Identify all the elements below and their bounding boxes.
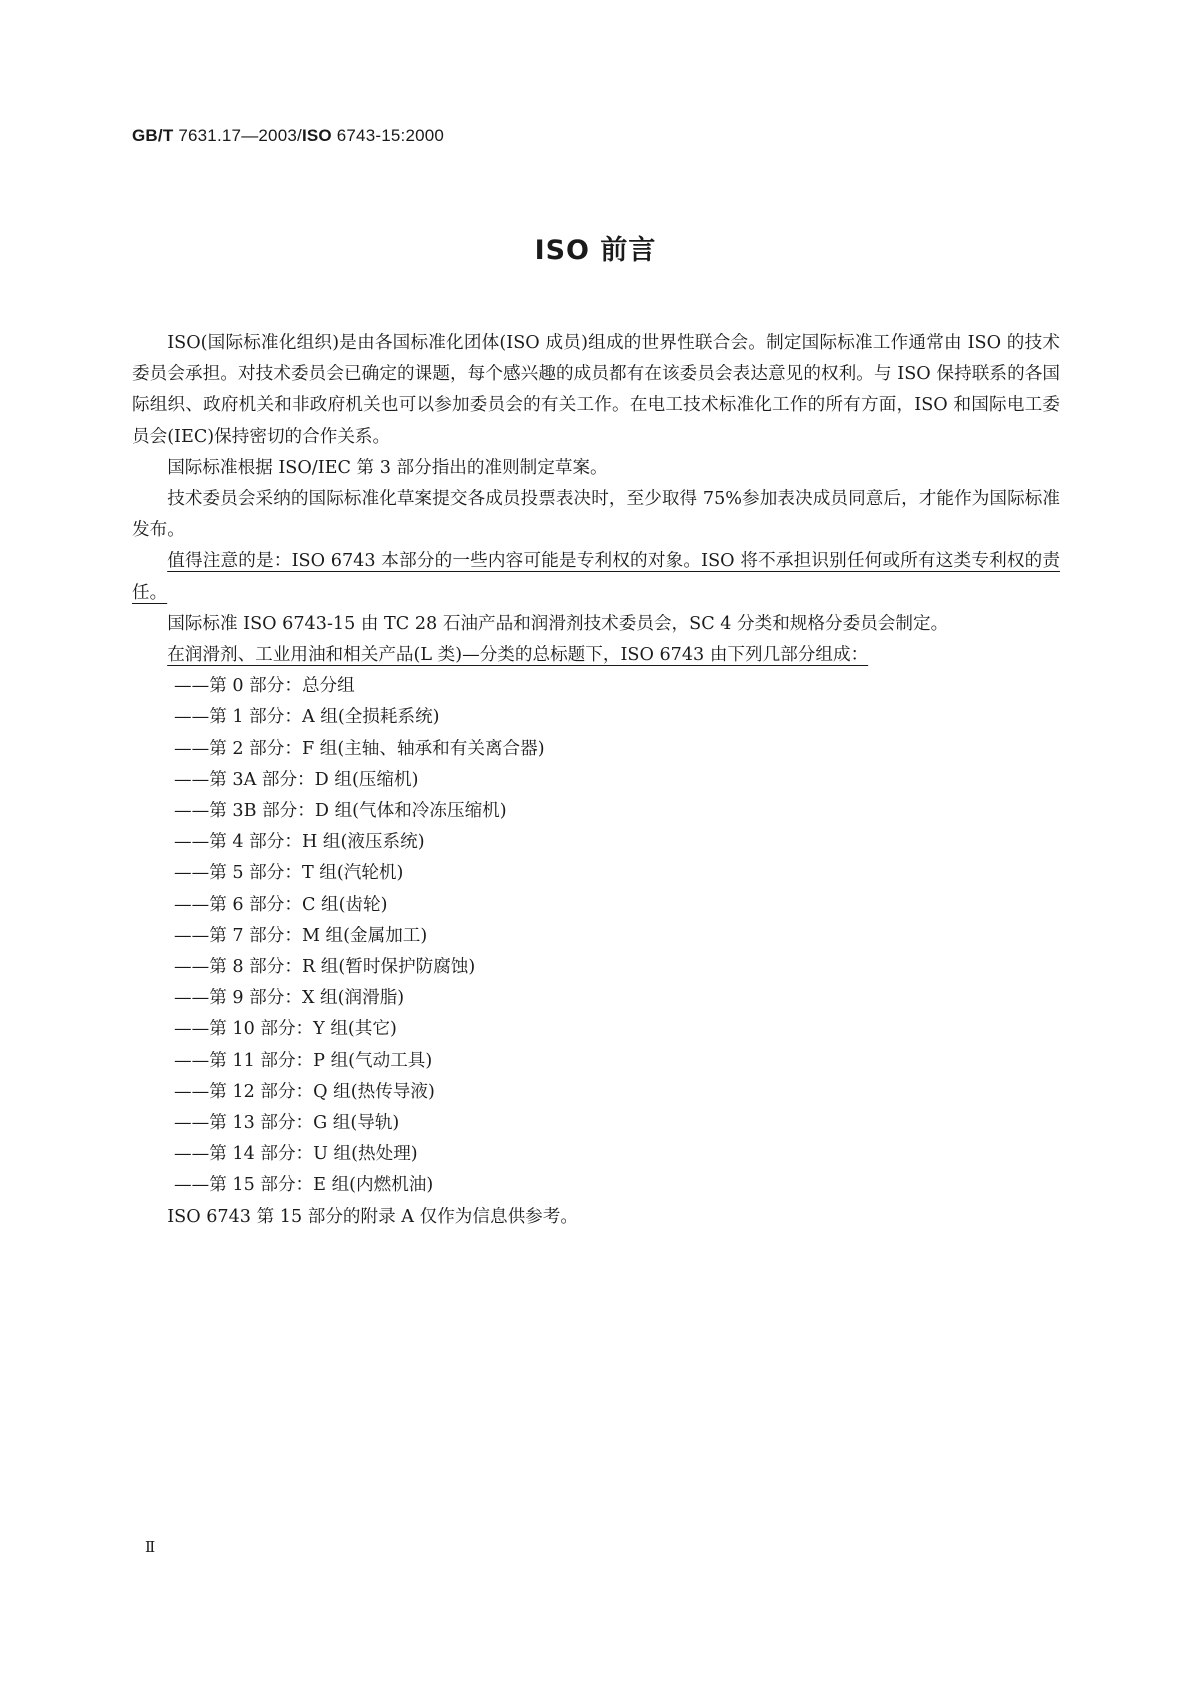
parts-intro-text: 在润滑剂、工业用油和相关产品(L 类)—分类的总标题下，ISO 6743 由下列几部分组成： [167,645,869,666]
list-item: ——第 14 部分：U 组(热处理) [174,1144,418,1165]
list-item: ——第 10 部分：Y 组(其它) [174,1019,397,1040]
standard-prefix: GB/T [132,126,174,145]
list-item: ——第 12 部分：Q 组(热传导液) [174,1081,435,1102]
list-item: ——第 3A 部分：D 组(压缩机) [174,769,419,790]
list-item: ——第 13 部分：G 组(导轨) [174,1113,400,1134]
page-title: ISO 前言 [534,235,657,266]
patent-notice-text: 值得注意的是：ISO 6743 本部分的一些内容可能是专利权的对象。ISO 将不承担识别任何或所有这类专利权的责任。 [132,551,1060,603]
parts-list [132,671,1060,1201]
list-item: ——第 3B 部分：D 组(气体和冷冻压缩机) [174,801,507,822]
list-item: ——第 9 部分：X 组(润滑脂) [174,988,405,1009]
list-item: ——第 7 部分：M 组(金属加工) [174,925,428,946]
paragraph-committee: 国际标准 ISO 6743-15 由 TC 28 石油产品和润滑剂技术委员会，SC 4 分类和规格分委员会制定。 [167,613,949,634]
iso-number: 6743-15:2000 [331,126,445,145]
standard-code [132,126,444,146]
list-item: ——第 2 部分：F 组(主轴、轴承和有关离合器) [174,738,545,759]
list-item: ——第 15 部分：E 组(内燃机油) [174,1175,434,1196]
standard-number: 7631.17—2003/ [173,126,302,145]
page-number: Ⅱ [145,1538,156,1556]
list-item: ——第 0 部分：总分组 [174,676,355,697]
list-item: ——第 6 部分：C 组(齿轮) [174,894,388,915]
paragraph-voting: 技术委员会采纳的国际标准化草案提交各成员投票表决时，至少取得 75%参加表决成员同意后，才能作为国际标准发布。 [132,489,1060,541]
paragraph-drafting-rules: 国际标准根据 ISO/IEC 第 3 部分指出的准则制定草案。 [167,457,608,478]
document-body [132,328,1060,1233]
list-item: ——第 11 部分：P 组(气动工具) [174,1050,433,1071]
iso-prefix: ISO [301,126,332,145]
paragraph-patent-notice [132,546,1060,608]
list-item: ——第 5 部分：T 组(汽轮机) [174,863,404,884]
list-item: ——第 4 部分：H 组(液压系统) [174,832,425,853]
paragraph-iso-intro: ISO(国际标准化组织)是由各国标准化团体(ISO 成员)组成的世界性联合会。制定国际标准工作通常由 ISO 的技术委员会承担。对技术委员会已确定的课题，每个感兴趣的成员都有在该委员会表达意见的权利。与 ISO 保持联系的各国际组织、政府机关和非政府机关也可以参加委员会的有关工作。在电工技术标准化工作的所有方面，ISO 和国际电工委员会(IEC)保持密切的合作关系。 [132,333,1060,447]
list-item: ——第 8 部分：R 组(暂时保护防腐蚀) [174,957,476,978]
list-item: ——第 1 部分：A 组(全损耗系统) [174,707,440,728]
paragraph-annex-note: ISO 6743 第 15 部分的附录 A 仅作为信息供参考。 [167,1206,578,1227]
paragraph-parts-intro [132,640,1060,671]
